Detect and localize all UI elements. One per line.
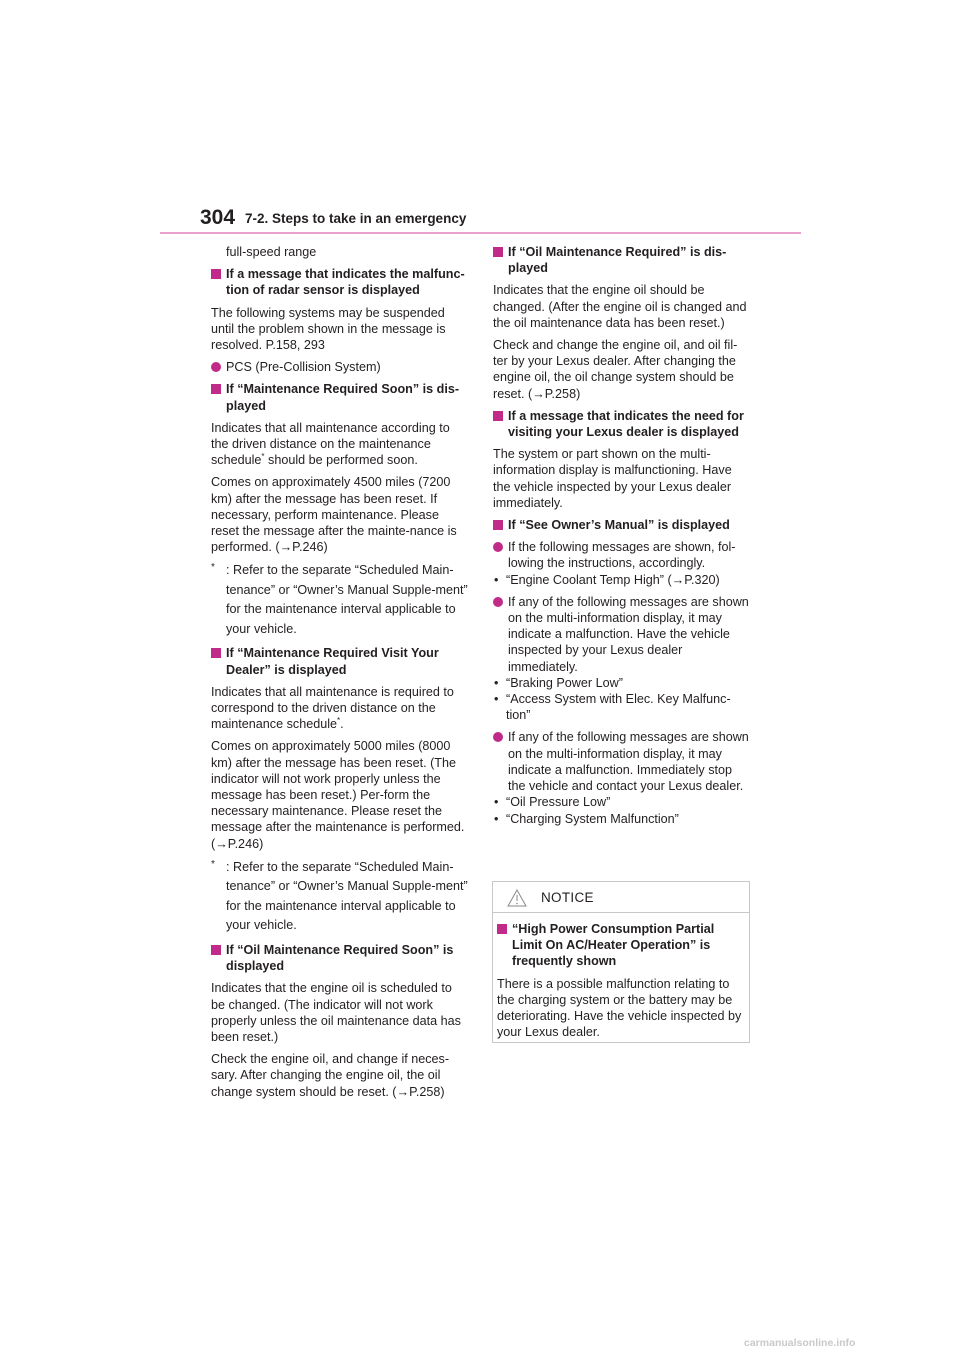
notice-box [492, 881, 750, 1043]
message-text: “Access System with Elec. Key Malfunc-tion” [506, 692, 731, 723]
paragraph: Comes on approximately 4500 miles (7200 km) after the message has been reset. If necessary, perform maintenance. Please reset the message after the mainte-nance is performed. (→P.246) [211, 475, 457, 555]
asterisk: * [211, 858, 215, 870]
square-bullet-icon [211, 269, 221, 279]
message-text: “Braking Power Low” [506, 675, 623, 690]
heading-text: If a message that indicates the need for visiting your Lexus dealer is displayed [508, 408, 744, 440]
message-text: “Charging System Malfunction” [506, 811, 679, 826]
paragraph-text: should be performed soon. [264, 453, 418, 468]
message-list [493, 572, 751, 588]
heading-oil-maintenance-soon [211, 942, 469, 974]
paragraph: Check the engine oil, and change if neces-sary. After changing the engine oil, the oil change system should be reset. (→P.258) [211, 1052, 450, 1099]
notice-body [493, 913, 749, 1040]
paragraph-text: . [340, 717, 344, 732]
heading-radar-sensor [211, 266, 469, 298]
circle-bullet-icon [493, 542, 503, 552]
message-list [493, 675, 751, 724]
paragraph: Comes on approximately 5000 miles (8000 km) after the message has been reset. (The indicator will not work properly unless the message has been reset.) Per-form the necessary maintenance. Please reset the message after the maintenance is performed. (→P.246) [211, 739, 465, 851]
footnote [211, 561, 469, 639]
asterisk: * [211, 562, 215, 574]
asterisk: * [337, 716, 341, 726]
circle-bullet-icon [493, 597, 503, 607]
paragraph-text: Indicates that all maintenance is required to correspond to the driven distance on the maintenance schedule [211, 684, 454, 732]
warning-triangle-icon [507, 889, 527, 907]
small-bullet-icon: • [494, 811, 499, 826]
circle-bullet-icon [493, 732, 503, 742]
bullet-item [493, 539, 751, 571]
square-bullet-icon [493, 520, 503, 530]
continued-text: full-speed range [226, 245, 317, 259]
bullet-text: If the following messages are shown, fol-lowing the instructions, accordingly. [508, 540, 736, 571]
notice-heading [497, 921, 745, 970]
paragraph: The system or part shown on the multi-information display is malfunctioning. Have the vehicle inspected by your Lexus dealer immediately. [493, 447, 732, 510]
small-bullet-icon: • [494, 572, 499, 587]
heading-maintenance-visit-dealer [211, 645, 469, 677]
footnote-text: : Refer to the separate “Scheduled Main-tenance” or “Owner’s Manual Supple-ment” for the maintenance interval applicable to your vehicle. [226, 563, 468, 636]
circle-bullet-icon [211, 362, 221, 372]
square-bullet-icon [497, 924, 507, 934]
heading-see-owners-manual [493, 517, 751, 533]
page-number: 304 [200, 206, 236, 229]
square-bullet-icon [211, 384, 221, 394]
bullet-item [211, 359, 469, 375]
message-item [493, 794, 751, 810]
heading-text: If “Maintenance Required Soon” is dis-played [226, 382, 460, 413]
header-rule [160, 232, 801, 234]
paragraph: Indicates that the engine oil should be changed. (After the engine oil is changed and the oil maintenance data has been reset.) [493, 283, 747, 330]
paragraph: The following systems may be suspended until the problem shown in the message is resolved. P.158, 293 [211, 305, 446, 353]
paragraph-text: Indicates that all maintenance according to the driven distance on the maintenance schedule [211, 420, 450, 468]
section-title: 7-2. Steps to take in an emergency [245, 211, 467, 226]
message-text: “Oil Pressure Low” [506, 795, 611, 810]
asterisk: * [261, 452, 265, 462]
heading-text: If “See Owner’s Manual” is displayed [508, 518, 730, 533]
heading-text: If “Oil Maintenance Required Soon” is displayed [226, 942, 454, 974]
message-item [493, 572, 751, 588]
bullet-item [493, 729, 751, 794]
square-bullet-icon [211, 945, 221, 955]
heading-visit-dealer [493, 408, 751, 440]
message-item [493, 691, 751, 723]
message-text: “Engine Coolant Temp High” (→P.320) [506, 572, 720, 587]
message-item [493, 811, 751, 827]
watermark: carmanualsonline.info [744, 1337, 856, 1349]
paragraph [211, 684, 469, 733]
bullet-text: If any of the following messages are shown on the multi-information display, it may indicate a malfunction. Immediately stop the vehicle and contact your Lexus dealer. [508, 730, 749, 794]
paragraph: Check and change the engine oil, and oil fil-ter by your Lexus dealer. After changing the engine oil, the oil change system should be reset. (→P.258) [493, 338, 738, 401]
heading-maintenance-soon [211, 381, 469, 413]
small-bullet-icon: • [494, 692, 499, 707]
heading-oil-maintenance-required [493, 244, 751, 276]
paragraph: Indicates that the engine oil is scheduled to be changed. (The indicator will not work properly unless the oil maintenance data has been reset.) [211, 981, 461, 1044]
bullet-item [493, 594, 751, 675]
heading-text: If “Maintenance Required Visit Your Dealer” is displayed [226, 646, 439, 677]
left-column [211, 244, 469, 1106]
square-bullet-icon [493, 247, 503, 257]
message-list [493, 794, 751, 826]
notice-header [493, 882, 749, 913]
right-column [493, 244, 751, 833]
notice-text: There is a possible malfunction relating to the charging system or the battery may be deteriorating. Have the vehicle inspected by your Lexus dealer. [497, 976, 742, 1040]
square-bullet-icon [493, 411, 503, 421]
paragraph [211, 420, 469, 469]
bullet-text: PCS (Pre-Collision System) [226, 360, 381, 375]
heading-text: If a message that indicates the malfunc-tion of radar sensor is displayed [226, 267, 465, 298]
message-item [493, 675, 751, 691]
notice-title: NOTICE [541, 890, 594, 905]
square-bullet-icon [211, 648, 221, 658]
footnote-text: : Refer to the separate “Scheduled Main-tenance” or “Owner’s Manual Supple-ment” for the maintenance interval applicable to your vehicle. [226, 859, 468, 933]
heading-text: If “Oil Maintenance Required” is dis-played [508, 245, 727, 276]
bullet-text: If any of the following messages are shown on the multi-information display, it may indicate a malfunction. Have the vehicle inspected by your Lexus dealer immediately. [508, 594, 749, 674]
small-bullet-icon: • [494, 675, 499, 690]
small-bullet-icon: • [494, 795, 499, 810]
footnote [211, 858, 469, 936]
heading-text: “High Power Consumption Partial Limit On AC/Heater Operation” is frequently shown [512, 922, 715, 969]
